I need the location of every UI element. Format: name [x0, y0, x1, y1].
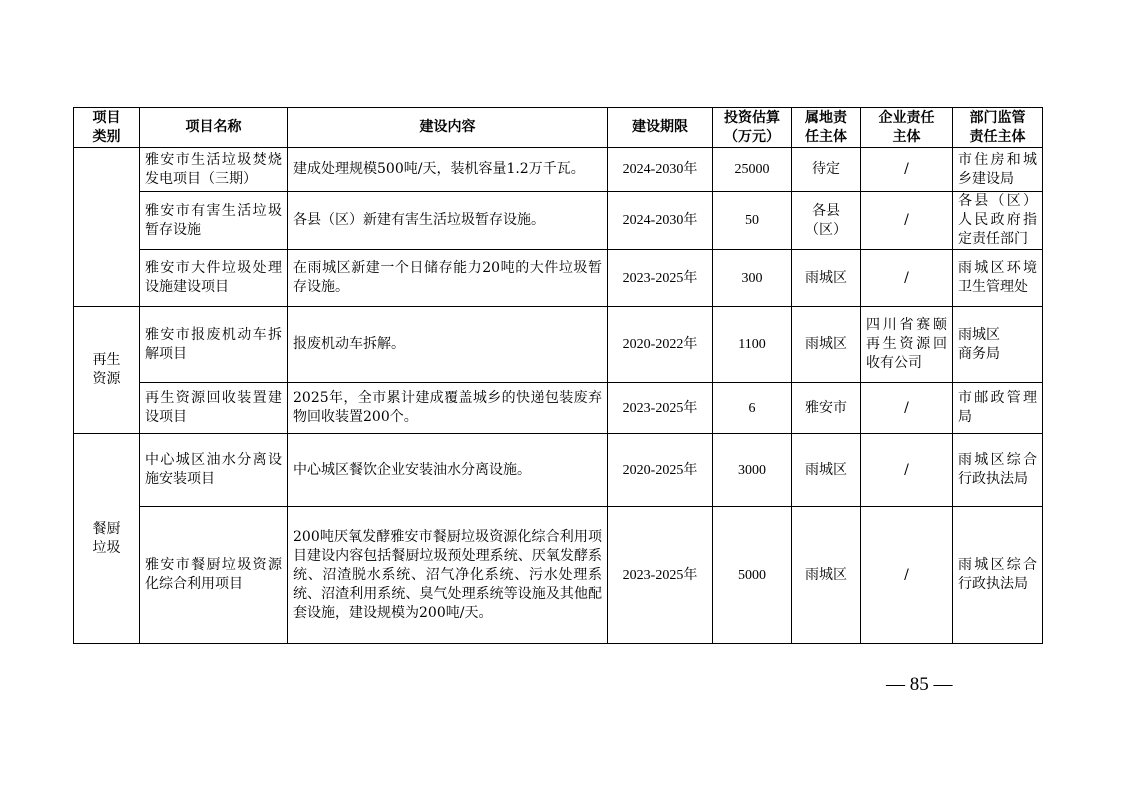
project-name: 中心城区油水分离设施安装项目 — [140, 434, 288, 507]
project-investment: 25000 — [713, 148, 792, 192]
header-dept: 部门监管 责任主体 — [953, 108, 1043, 148]
enterprise-entity: / — [861, 250, 953, 307]
header-investment: 投资估算 （万元） — [713, 108, 792, 148]
project-period: 2023-2025年 — [608, 507, 713, 644]
category-cell: 再生 资源 — [74, 307, 140, 434]
table-row — [74, 307, 1043, 383]
dept-entity: 雨城区综合行政执法局 — [953, 434, 1043, 507]
project-investment: 1100 — [713, 307, 792, 383]
project-period: 2024-2030年 — [608, 192, 713, 250]
project-investment: 300 — [713, 250, 792, 307]
project-period: 2023-2025年 — [608, 250, 713, 307]
project-investment: 6 — [713, 383, 792, 434]
header-local: 属地责 任主体 — [792, 108, 861, 148]
table-row — [74, 434, 1043, 507]
project-investment: 3000 — [713, 434, 792, 507]
header-name: 项目名称 — [140, 108, 288, 148]
table-row — [74, 507, 1043, 644]
local-entity: 雨城区 — [792, 434, 861, 507]
project-period: 2020-2022年 — [608, 307, 713, 383]
local-entity: 雅安市 — [792, 383, 861, 434]
table-row — [74, 383, 1043, 434]
category-cell: 餐厨 垃圾 — [74, 434, 140, 644]
table-row — [74, 148, 1043, 192]
header-row — [74, 108, 1043, 148]
project-content: 2025年，全市累计建成覆盖城乡的快递包装废弃物回收装置200个。 — [288, 383, 608, 434]
table-row — [74, 192, 1043, 250]
enterprise-entity: / — [861, 434, 953, 507]
enterprise-entity: / — [861, 192, 953, 250]
table-row — [74, 250, 1043, 307]
project-content: 200吨厌氧发酵雅安市餐厨垃圾资源化综合利用项目建设内容包括餐厨垃圾预处理系统、厌氧发酵系统、沼渣脱水系统、沼气净化系统、污水处理系统、沼渣利用系统、臭气处理系统等设施及其他配套设施，建设规模为200吨/天。 — [288, 507, 608, 644]
page-number: — 85 — — [886, 674, 953, 695]
project-name: 再生资源回收装置建设项目 — [140, 383, 288, 434]
local-entity: 雨城区 — [792, 507, 861, 644]
local-entity: 待定 — [792, 148, 861, 192]
project-content: 建成处理规模500吨/天，装机容量1.2万千瓦。 — [288, 148, 608, 192]
header-content: 建设内容 — [288, 108, 608, 148]
project-content: 报废机动车拆解。 — [288, 307, 608, 383]
project-table — [73, 107, 1043, 644]
dept-entity: 各县（区）人民政府指定责任部门 — [953, 192, 1043, 250]
header-category: 项目 类别 — [74, 108, 140, 148]
local-entity: 雨城区 — [792, 250, 861, 307]
dept-entity: 市邮政管理局 — [953, 383, 1043, 434]
header-enterprise: 企业责任 主体 — [861, 108, 953, 148]
project-period: 2024-2030年 — [608, 148, 713, 192]
dept-entity: 雨城区环境卫生管理处 — [953, 250, 1043, 307]
dept-entity: 雨城区综合行政执法局 — [953, 507, 1043, 644]
enterprise-entity: 四川省赛颐再生资源回收有公司 — [861, 307, 953, 383]
project-name: 雅安市报废机动车拆解项目 — [140, 307, 288, 383]
category-cell — [74, 148, 140, 307]
project-investment: 5000 — [713, 507, 792, 644]
project-content: 中心城区餐饮企业安装油水分离设施。 — [288, 434, 608, 507]
project-name: 雅安市大件垃圾处理设施建设项目 — [140, 250, 288, 307]
project-content: 在雨城区新建一个日储存能力20吨的大件垃圾暂存设施。 — [288, 250, 608, 307]
project-content: 各县（区）新建有害生活垃圾暂存设施。 — [288, 192, 608, 250]
local-entity: 各县（区） — [792, 192, 861, 250]
project-name: 雅安市生活垃圾焚烧发电项目（三期） — [140, 148, 288, 192]
project-period: 2023-2025年 — [608, 383, 713, 434]
project-name: 雅安市有害生活垃圾暂存设施 — [140, 192, 288, 250]
project-investment: 50 — [713, 192, 792, 250]
dept-entity: 市住房和城乡建设局 — [953, 148, 1043, 192]
enterprise-entity: / — [861, 148, 953, 192]
project-name: 雅安市餐厨垃圾资源化综合利用项目 — [140, 507, 288, 644]
project-period: 2020-2025年 — [608, 434, 713, 507]
dept-entity: 雨城区 商务局 — [953, 307, 1043, 383]
enterprise-entity: / — [861, 507, 953, 644]
enterprise-entity: / — [861, 383, 953, 434]
local-entity: 雨城区 — [792, 307, 861, 383]
header-period: 建设期限 — [608, 108, 713, 148]
